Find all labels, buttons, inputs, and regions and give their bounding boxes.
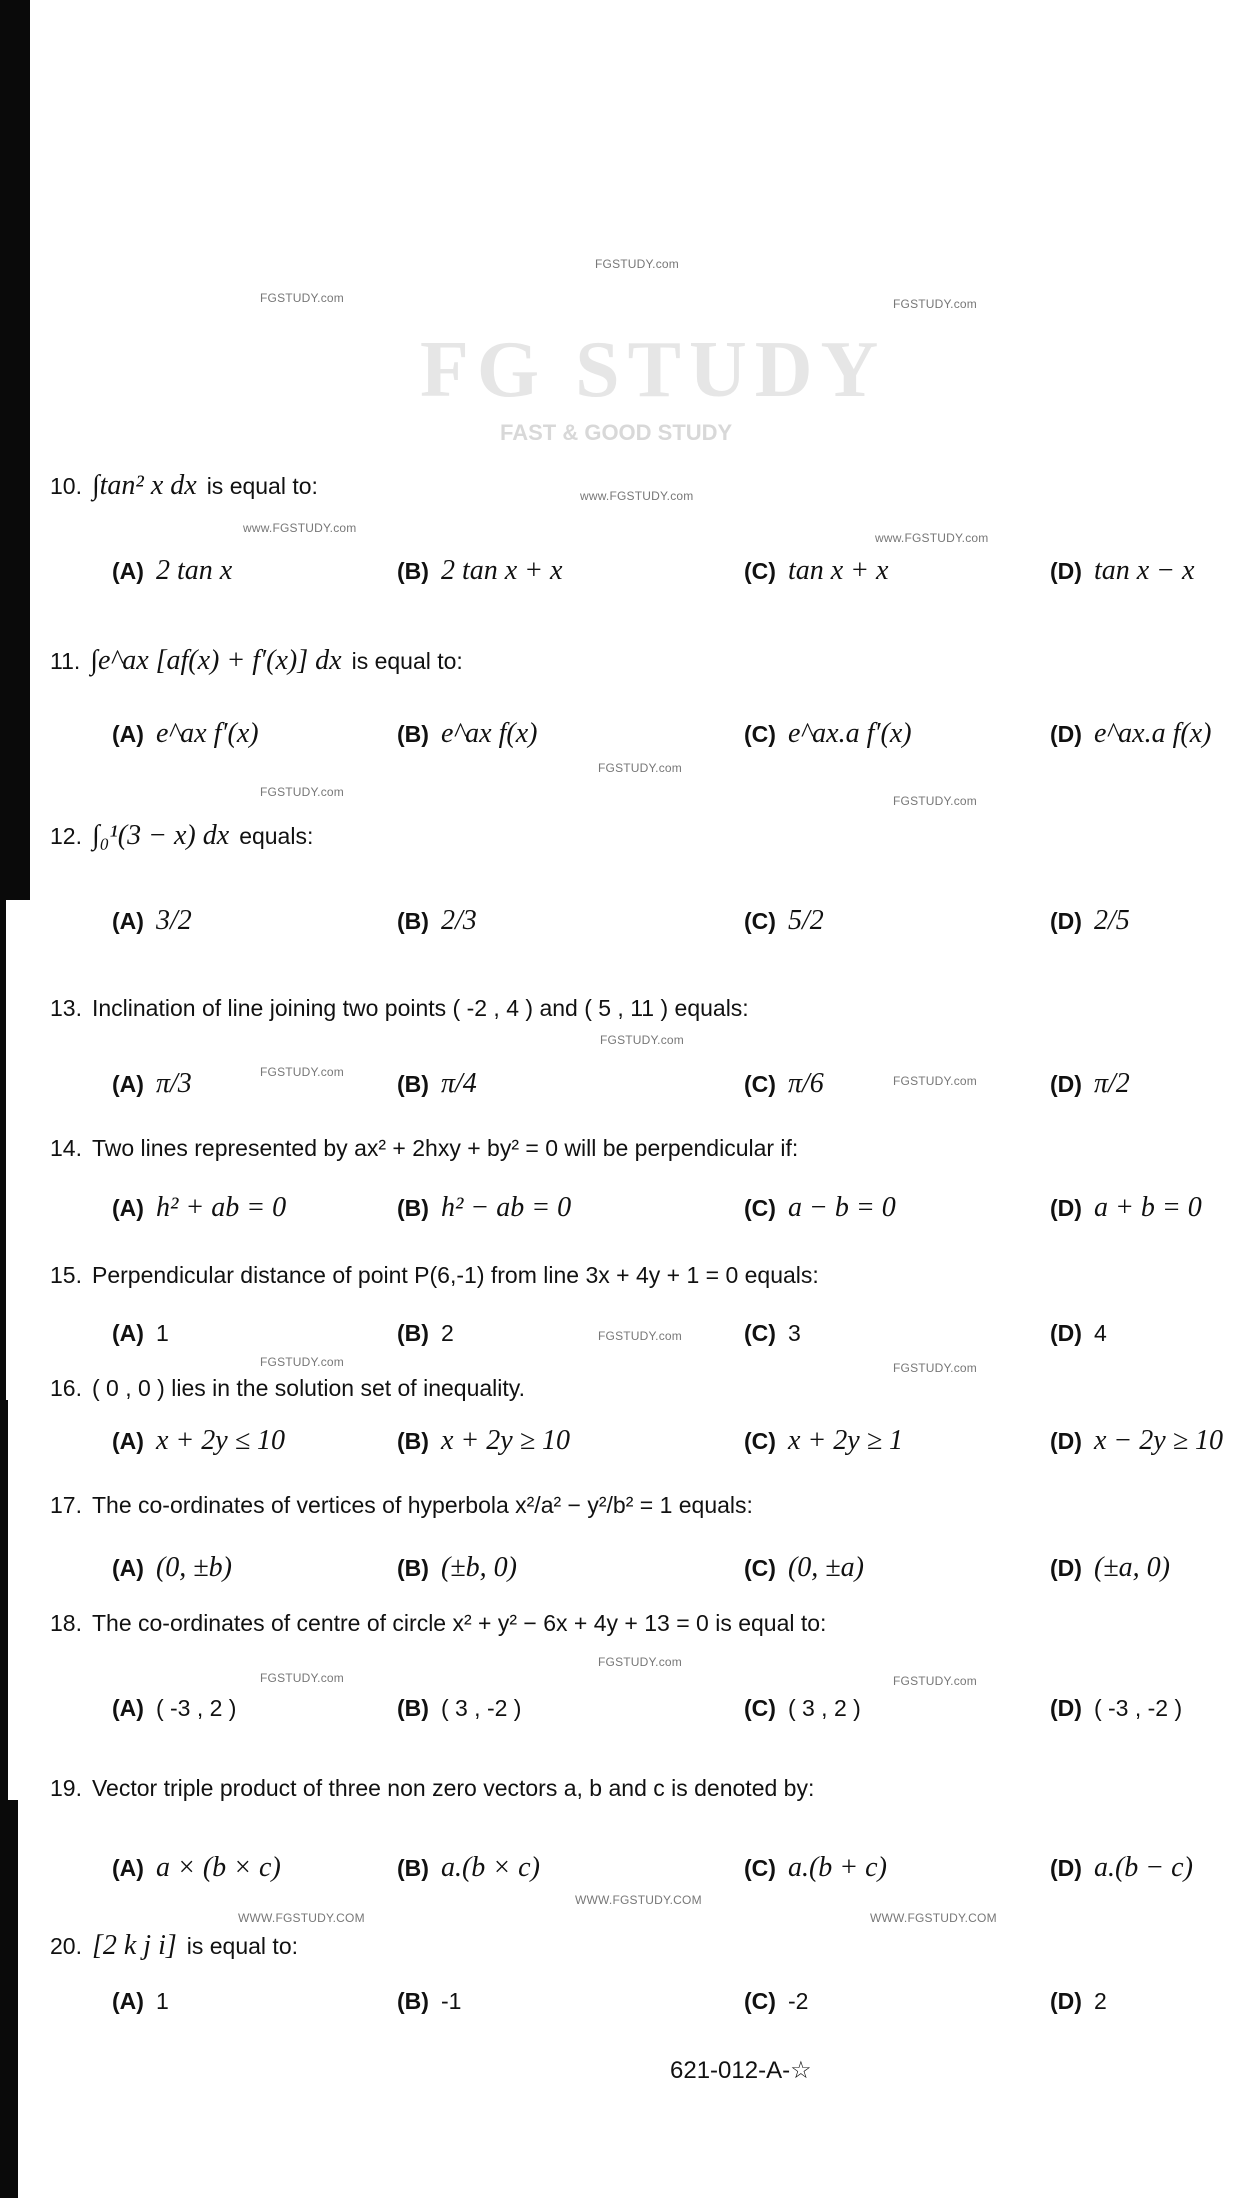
question-text: Vector triple product of three non zero vectors a, b and c is denoted by: bbox=[91, 1775, 815, 1801]
question-text: ( 0 , 0 ) lies in the solution set of inequality. bbox=[91, 1375, 525, 1401]
option-value: a − b = 0 bbox=[787, 1192, 896, 1223]
option-d bbox=[1050, 905, 1130, 937]
watermark: www.FGSTUDY.com bbox=[243, 521, 357, 535]
option-label: (B) bbox=[397, 1428, 429, 1454]
scan-edge bbox=[0, 1800, 18, 2198]
option-label: (C) bbox=[744, 1071, 776, 1097]
option-label: (B) bbox=[397, 1195, 429, 1221]
option-label: (B) bbox=[397, 721, 429, 747]
option-b bbox=[397, 1852, 540, 1884]
question-text: Inclination of line joining two points ( -2 , 4 ) and ( 5 , 11 ) equals: bbox=[91, 995, 749, 1021]
watermark: www.FGSTUDY.com bbox=[580, 489, 694, 503]
question-math: ∫e^ax [af(x) + f′(x)] dx bbox=[90, 645, 342, 676]
option-value: 1 bbox=[155, 1320, 169, 1346]
option-value: (0, ±a) bbox=[787, 1552, 864, 1583]
option-c bbox=[744, 1192, 896, 1224]
option-label: (B) bbox=[397, 1695, 429, 1721]
question-number: 13. bbox=[50, 995, 82, 1021]
watermark: FGSTUDY.com bbox=[260, 785, 344, 799]
option-value: 2 tan x + x bbox=[440, 555, 563, 586]
option-a bbox=[112, 905, 192, 937]
option-label: (A) bbox=[112, 1988, 144, 2014]
option-label: (A) bbox=[112, 1071, 144, 1097]
watermark: WWW.FGSTUDY.COM bbox=[870, 1911, 997, 1925]
watermark-tagline: FAST & GOOD STUDY bbox=[500, 420, 733, 445]
option-c bbox=[744, 1852, 887, 1884]
option-value: 2 bbox=[440, 1320, 454, 1346]
option-a bbox=[112, 1852, 281, 1884]
option-label: (D) bbox=[1050, 1428, 1082, 1454]
question-number: 16. bbox=[50, 1375, 82, 1401]
option-label: (D) bbox=[1050, 1071, 1082, 1097]
option-label: (A) bbox=[112, 1855, 144, 1881]
option-d bbox=[1050, 1695, 1182, 1722]
option-label: (C) bbox=[744, 1695, 776, 1721]
option-a bbox=[112, 1695, 236, 1722]
question-20 bbox=[50, 1930, 298, 1962]
option-value: x + 2y ≤ 10 bbox=[155, 1425, 286, 1456]
option-b bbox=[397, 1695, 521, 1722]
watermark: FGSTUDY.com bbox=[598, 1329, 682, 1343]
option-value: e^ax f′(x) bbox=[155, 718, 259, 749]
question-number: 14. bbox=[50, 1135, 82, 1161]
option-label: (A) bbox=[112, 1695, 144, 1721]
option-value: ( -3 , -2 ) bbox=[1093, 1695, 1183, 1721]
option-c bbox=[744, 1320, 801, 1347]
question-number: 10. bbox=[50, 473, 82, 499]
option-label: (C) bbox=[744, 1988, 776, 2014]
watermark: FGSTUDY.com bbox=[260, 1065, 344, 1079]
option-label: (A) bbox=[112, 1320, 144, 1346]
option-value: a.(b × c) bbox=[440, 1852, 540, 1883]
option-value: 2 bbox=[1093, 1988, 1107, 2014]
question-15 bbox=[50, 1262, 819, 1289]
option-label: (D) bbox=[1050, 908, 1082, 934]
option-a bbox=[112, 1068, 192, 1100]
question-10 bbox=[50, 470, 318, 502]
option-label: (C) bbox=[744, 1855, 776, 1881]
option-label: (A) bbox=[112, 721, 144, 747]
option-a bbox=[112, 1425, 285, 1457]
watermark: FGSTUDY.com bbox=[260, 1355, 344, 1369]
watermark: www.FGSTUDY.com bbox=[875, 531, 989, 545]
option-value: x − 2y ≥ 10 bbox=[1093, 1425, 1224, 1456]
option-value: 1 bbox=[155, 1988, 169, 2014]
option-d bbox=[1050, 1425, 1223, 1457]
option-label: (C) bbox=[744, 1555, 776, 1581]
option-b bbox=[397, 1192, 571, 1224]
question-text: is equal to: bbox=[206, 473, 318, 499]
option-value: (±b, 0) bbox=[440, 1552, 517, 1583]
option-value: a × (b × c) bbox=[155, 1852, 281, 1883]
question-14 bbox=[50, 1135, 798, 1162]
option-value: (0, ±b) bbox=[155, 1552, 232, 1583]
option-value: e^ax f(x) bbox=[440, 718, 538, 749]
question-math: ∫tan² x dx bbox=[91, 470, 197, 501]
question-number: 20. bbox=[50, 1933, 82, 1959]
option-c bbox=[744, 1068, 824, 1100]
option-d bbox=[1050, 1988, 1107, 2015]
watermark: FGSTUDY.com bbox=[600, 1033, 684, 1047]
question-text: Perpendicular distance of point P(6,-1) from line 3x + 4y + 1 = 0 equals: bbox=[91, 1262, 819, 1288]
option-label: (A) bbox=[112, 1555, 144, 1581]
option-value: x + 2y ≥ 10 bbox=[440, 1425, 571, 1456]
option-c bbox=[744, 1552, 864, 1584]
watermark: FGSTUDY.com bbox=[893, 794, 977, 808]
option-a bbox=[112, 1988, 169, 2015]
question-11 bbox=[50, 645, 463, 677]
option-d bbox=[1050, 1068, 1130, 1100]
option-label: (D) bbox=[1050, 1988, 1082, 2014]
option-value: 3/2 bbox=[155, 905, 192, 936]
watermark: FGSTUDY.com bbox=[893, 1674, 977, 1688]
option-b bbox=[397, 905, 477, 937]
option-d bbox=[1050, 1320, 1107, 1347]
watermark: FGSTUDY.com bbox=[260, 1671, 344, 1685]
watermark-logo: FG STUDY bbox=[420, 326, 887, 414]
option-d bbox=[1050, 1852, 1193, 1884]
option-value: a.(b − c) bbox=[1093, 1852, 1193, 1883]
option-label: (B) bbox=[397, 1071, 429, 1097]
question-number: 11. bbox=[50, 648, 81, 674]
option-label: (B) bbox=[397, 1988, 429, 2014]
question-number: 12. bbox=[50, 823, 82, 849]
question-text: Two lines represented by ax² + 2hxy + by² = 0 will be perpendicular if: bbox=[91, 1135, 799, 1161]
option-c bbox=[744, 1695, 861, 1722]
option-value: -2 bbox=[787, 1988, 809, 2014]
option-label: (B) bbox=[397, 1555, 429, 1581]
watermark: FGSTUDY.com bbox=[595, 257, 679, 271]
option-value: 4 bbox=[1093, 1320, 1107, 1346]
option-label: (C) bbox=[744, 721, 776, 747]
option-label: (C) bbox=[744, 1428, 776, 1454]
option-a bbox=[112, 1320, 169, 1347]
option-value: ( 3 , -2 ) bbox=[440, 1695, 522, 1721]
watermark: FGSTUDY.com bbox=[598, 1655, 682, 1669]
option-label: (D) bbox=[1050, 1855, 1082, 1881]
option-d bbox=[1050, 1552, 1170, 1584]
scan-edge bbox=[0, 1400, 8, 1800]
watermark: FGSTUDY.com bbox=[893, 1074, 977, 1088]
option-label: (D) bbox=[1050, 1695, 1082, 1721]
option-label: (C) bbox=[744, 558, 776, 584]
question-18 bbox=[50, 1610, 826, 1637]
option-value: h² + ab = 0 bbox=[155, 1192, 287, 1223]
option-a bbox=[112, 718, 259, 750]
scan-edge bbox=[0, 900, 6, 1400]
option-label: (D) bbox=[1050, 558, 1082, 584]
watermark: FGSTUDY.com bbox=[598, 761, 682, 775]
option-label: (C) bbox=[744, 1320, 776, 1346]
option-c bbox=[744, 1988, 808, 2015]
question-text: is equal to: bbox=[186, 1933, 299, 1959]
option-label: (A) bbox=[112, 908, 144, 934]
question-math: [2 k j i] bbox=[91, 1930, 177, 1961]
option-a bbox=[112, 1192, 286, 1224]
option-value: 2/5 bbox=[1093, 905, 1130, 936]
question-12 bbox=[50, 820, 313, 852]
option-label: (A) bbox=[112, 558, 144, 584]
option-value: (±a, 0) bbox=[1093, 1552, 1170, 1583]
question-text: equals: bbox=[239, 823, 314, 849]
option-value: 3 bbox=[787, 1320, 801, 1346]
option-c bbox=[744, 718, 912, 750]
question-text: The co-ordinates of centre of circle x² + y² − 6x + 4y + 13 = 0 is equal to: bbox=[91, 1610, 827, 1636]
question-13 bbox=[50, 995, 749, 1022]
option-value: π/3 bbox=[155, 1068, 192, 1099]
watermark: WWW.FGSTUDY.COM bbox=[238, 1911, 365, 1925]
option-value: a.(b + c) bbox=[787, 1852, 887, 1883]
question-math: ∫₀¹(3 − x) dx bbox=[91, 820, 230, 851]
option-value: a + b = 0 bbox=[1093, 1192, 1202, 1223]
option-a bbox=[112, 1552, 232, 1584]
watermark: FGSTUDY.com bbox=[893, 1361, 977, 1375]
scan-edge bbox=[0, 0, 30, 900]
question-text: is equal to: bbox=[351, 648, 463, 674]
question-number: 17. bbox=[50, 1492, 82, 1518]
question-19 bbox=[50, 1775, 814, 1802]
option-c bbox=[744, 905, 824, 937]
option-value: π/4 bbox=[440, 1068, 477, 1099]
option-label: (B) bbox=[397, 908, 429, 934]
option-label: (B) bbox=[397, 1855, 429, 1881]
option-value: tan x − x bbox=[1093, 555, 1195, 586]
option-label: (A) bbox=[112, 1428, 144, 1454]
option-value: tan x + x bbox=[787, 555, 889, 586]
watermark: FGSTUDY.com bbox=[260, 291, 344, 305]
option-value: ( -3 , 2 ) bbox=[155, 1695, 237, 1721]
option-label: (A) bbox=[112, 1195, 144, 1221]
option-b bbox=[397, 1988, 461, 2015]
option-value: π/2 bbox=[1093, 1068, 1130, 1099]
watermark: FGSTUDY.com bbox=[893, 297, 977, 311]
option-b bbox=[397, 718, 537, 750]
option-label: (B) bbox=[397, 558, 429, 584]
option-b bbox=[397, 555, 562, 587]
option-label: (D) bbox=[1050, 1555, 1082, 1581]
option-value: 2 tan x bbox=[155, 555, 233, 586]
question-17 bbox=[50, 1492, 753, 1519]
option-label: (C) bbox=[744, 1195, 776, 1221]
question-number: 15. bbox=[50, 1262, 82, 1288]
option-c bbox=[744, 555, 888, 587]
question-number: 18. bbox=[50, 1610, 82, 1636]
paper-code: 621-012-A-☆ bbox=[670, 2057, 812, 2084]
option-value: 2/3 bbox=[440, 905, 477, 936]
option-value: h² − ab = 0 bbox=[440, 1192, 572, 1223]
option-value: x + 2y ≥ 1 bbox=[787, 1425, 904, 1456]
option-d bbox=[1050, 1192, 1202, 1224]
option-b bbox=[397, 1068, 477, 1100]
option-value: e^ax.a f′(x) bbox=[787, 718, 912, 749]
watermark: WWW.FGSTUDY.COM bbox=[575, 1893, 702, 1907]
question-text: The co-ordinates of vertices of hyperbola x²/a² − y²/b² = 1 equals: bbox=[91, 1492, 753, 1518]
option-label: (C) bbox=[744, 908, 776, 934]
option-b bbox=[397, 1552, 517, 1584]
option-value: e^ax.a f(x) bbox=[1093, 718, 1212, 749]
question-16 bbox=[50, 1375, 525, 1402]
option-d bbox=[1050, 555, 1194, 587]
option-value: 5/2 bbox=[787, 905, 824, 936]
option-value: ( 3 , 2 ) bbox=[787, 1695, 861, 1721]
option-b bbox=[397, 1320, 454, 1347]
option-b bbox=[397, 1425, 570, 1457]
option-a bbox=[112, 555, 232, 587]
option-label: (D) bbox=[1050, 1195, 1082, 1221]
option-label: (D) bbox=[1050, 1320, 1082, 1346]
question-number: 19. bbox=[50, 1775, 82, 1801]
option-c bbox=[744, 1425, 903, 1457]
option-d bbox=[1050, 718, 1211, 750]
option-label: (D) bbox=[1050, 721, 1082, 747]
option-value: π/6 bbox=[787, 1068, 824, 1099]
option-value: -1 bbox=[440, 1988, 462, 2014]
option-label: (B) bbox=[397, 1320, 429, 1346]
